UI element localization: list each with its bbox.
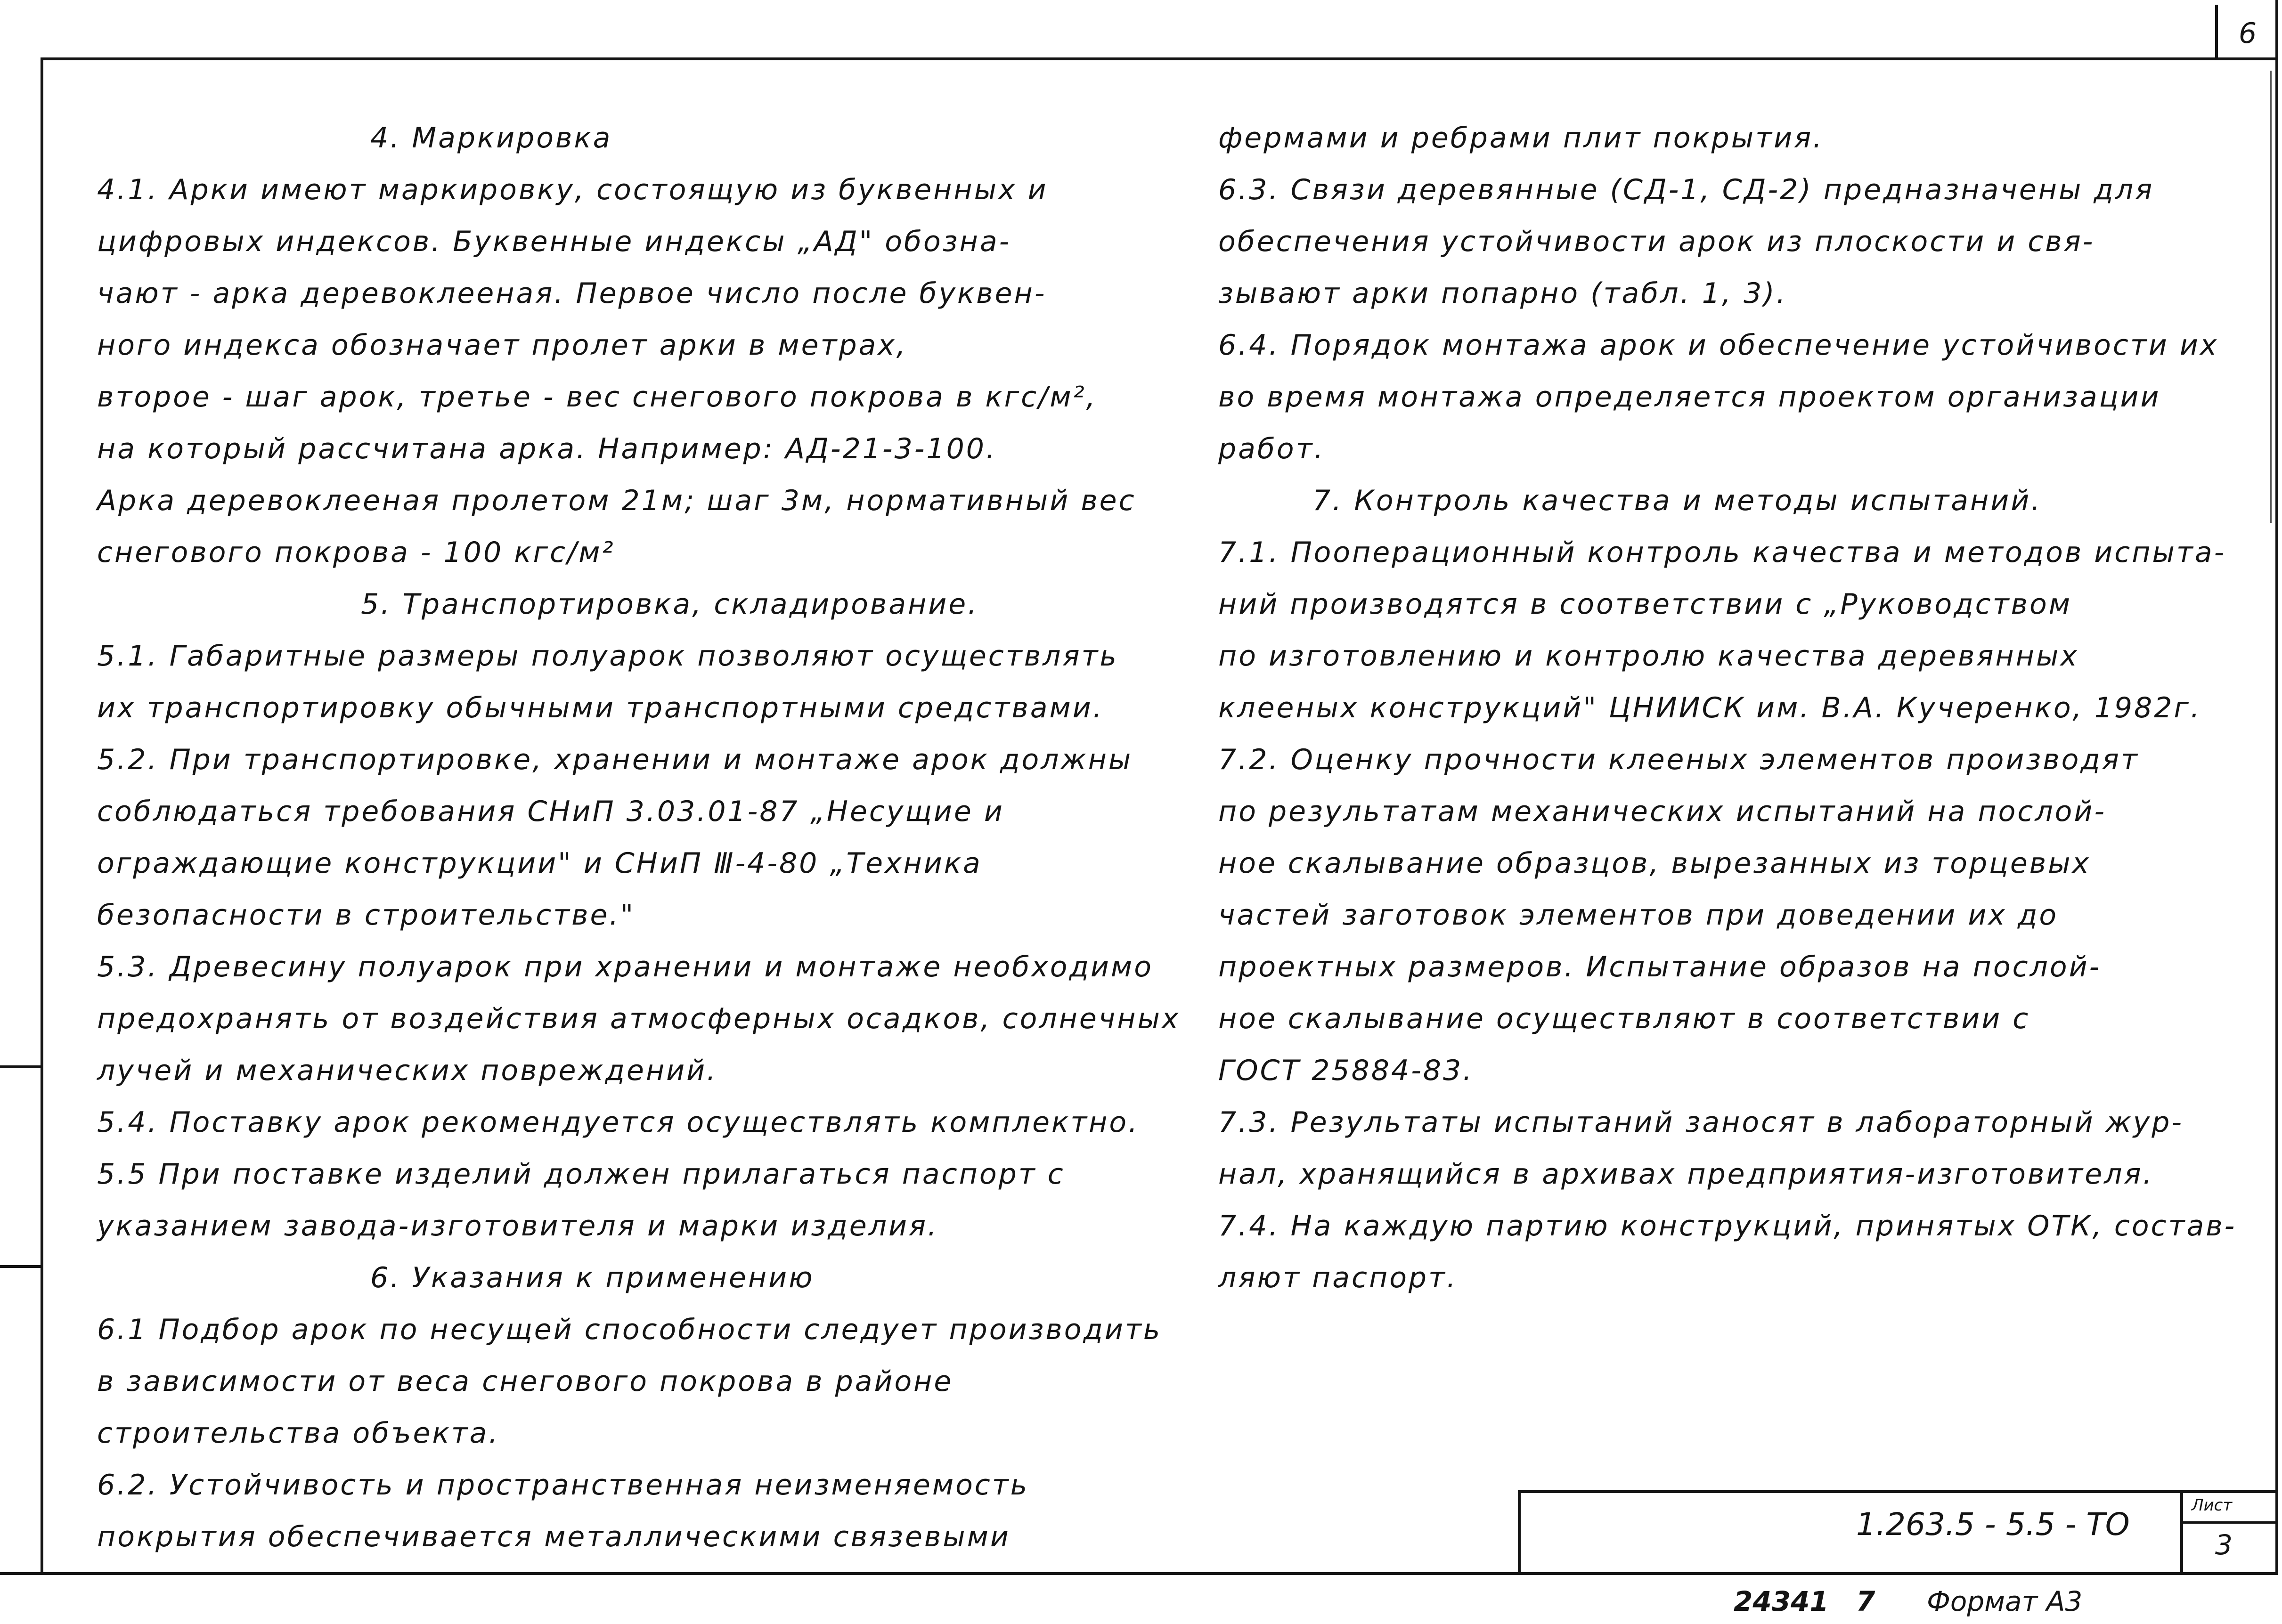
text-line: по изготовлению и контролю качества деревянных bbox=[1218, 640, 2079, 673]
text-line: 7.1. Пооперационный контроль качества и методов испыта- bbox=[1218, 536, 2226, 569]
inventory-number: 24341 bbox=[1734, 1585, 1829, 1617]
section-7-heading: 7. Контроль качества и методы испытаний. bbox=[1312, 484, 2042, 517]
text-line: снегового покрова - 100 кгс/м² bbox=[97, 536, 615, 569]
text-line: 6.1 Подбор арок по несущей способности следует производить bbox=[97, 1313, 1162, 1346]
section-4-heading: 4. Маркировка bbox=[370, 122, 612, 154]
text-line: зывают арки попарно (табл. 1, 3). bbox=[1218, 277, 1787, 310]
text-line: по результатам механических испытаний на послой- bbox=[1218, 795, 2107, 828]
text-line: ное скалывание осуществляют в соответствии с bbox=[1218, 1002, 2030, 1035]
text-line: их транспортировку обычными транспортными средствами. bbox=[97, 691, 1104, 724]
text-line: 5.4. Поставку арок рекомендуется осуществлять комплектно. bbox=[97, 1106, 1140, 1139]
text-line: безопасности в строительстве." bbox=[97, 899, 636, 932]
text-line: 6.4. Порядок монтажа арок и обеспечение устойчивости их bbox=[1218, 329, 2219, 362]
text-line: фермами и ребрами плит покрытия. bbox=[1218, 122, 1824, 154]
sheet-label-divider bbox=[2180, 1521, 2278, 1524]
doc-code: 1.263.5 - 5.5 - ТО bbox=[1856, 1506, 2130, 1543]
text-line: 7.3. Результаты испытаний заносят в лабораторный жур- bbox=[1218, 1106, 2184, 1139]
text-line: в зависимости от веса снегового покрова в районе bbox=[97, 1365, 954, 1398]
text-line: 5.5 При поставке изделий должен прилагаться паспорт с bbox=[97, 1158, 1065, 1191]
text-line: ляют паспорт. bbox=[1218, 1261, 1458, 1294]
text-line: нал, хранящийся в архивах предприятия-изготовителя. bbox=[1218, 1158, 2154, 1191]
text-line: во время монтажа определяется проектом организации bbox=[1218, 381, 2161, 414]
text-line: второе - шаг арок, третье - вес снегового покрова в кгс/м², bbox=[97, 381, 1097, 414]
text-line: 5.1. Габаритные размеры полуарок позволяют осуществлять bbox=[97, 640, 1118, 673]
binding-margin-divider bbox=[0, 1265, 43, 1268]
title-block-divider bbox=[2180, 1490, 2183, 1575]
text-line: чают - арка деревоклееная. Первое число после буквен- bbox=[97, 277, 1047, 310]
page-corner-number: 6 bbox=[2239, 17, 2257, 50]
text-line: обеспечения устойчивости арок из плоскости и свя- bbox=[1218, 225, 2095, 258]
text-line: ное скалывание образцов, вырезанных из торцевых bbox=[1218, 847, 2091, 880]
section-6-heading: 6. Указания к применению bbox=[370, 1261, 815, 1294]
text-line: 7.4. На каждую партию конструкций, принятых ОТК, состав- bbox=[1218, 1210, 2237, 1242]
frame-right bbox=[2275, 0, 2278, 1575]
text-line: ного индекса обозначает пролет арки в метрах, bbox=[97, 329, 907, 362]
text-line: 5.3. Древесину полуарок при хранении и монтаже необходимо bbox=[97, 950, 1153, 983]
text-line: ний производятся в соответствии с „Руководством bbox=[1218, 588, 2072, 621]
text-line: соблюдаться требования СНиП 3.03.01-87 „Несущие и bbox=[97, 795, 1004, 828]
text-line: лучей и механических повреждений. bbox=[97, 1054, 718, 1087]
text-line: работ. bbox=[1218, 432, 1325, 465]
text-line: Арка деревоклееная пролетом 21м; шаг 3м, нормативный вес bbox=[97, 484, 1136, 517]
text-line: проектных размеров. Испытание образов на послой- bbox=[1218, 950, 2102, 983]
text-line: покрытия обеспечивается металлическими связевыми bbox=[97, 1520, 1011, 1553]
frame-top bbox=[41, 57, 2278, 60]
text-line: 5.2. При транспортировке, хранении и монтаже арок должны bbox=[97, 743, 1133, 776]
scan-edge-stripe bbox=[2270, 71, 2272, 523]
text-line: 6.2. Устойчивость и пространственная неизменяемость bbox=[97, 1469, 1029, 1502]
sheet-label: Лист bbox=[2192, 1496, 2233, 1515]
text-line: частей заготовок элементов при доведении их до bbox=[1218, 899, 2059, 932]
text-line: ограждающие конструкции" и СНиП Ⅲ-4-80 „Техника bbox=[97, 847, 982, 880]
copy-number: 7 bbox=[1856, 1585, 1875, 1617]
text-line: строительства объекта. bbox=[97, 1417, 500, 1450]
text-line: указанием завода-изготовителя и марки изделия. bbox=[97, 1210, 939, 1242]
format-label: Формат А3 bbox=[1927, 1585, 2083, 1617]
sheet-number: 3 bbox=[2215, 1529, 2233, 1561]
text-line: 6.3. Связи деревянные (СД-1, СД-2) предназначены для bbox=[1218, 173, 2154, 206]
text-line: предохранять от воздействия атмосферных осадков, солнечных bbox=[97, 1002, 1181, 1035]
text-line: клееных конструкций" ЦНИИСК им. В.А. Кучеренко, 1982г. bbox=[1218, 691, 2201, 724]
text-line: цифровых индексов. Буквенные индексы „АД" обозна- bbox=[97, 225, 1011, 258]
text-line: 4.1. Арки имеют маркировку, состоящую из буквенных и bbox=[97, 173, 1048, 206]
section-5-heading: 5. Транспортировка, складирование. bbox=[361, 588, 979, 621]
binding-margin-box bbox=[0, 1065, 43, 1575]
text-line: 7.2. Оценку прочности клееных элементов производят bbox=[1218, 743, 2139, 776]
text-line: ГОСТ 25884-83. bbox=[1218, 1054, 1474, 1087]
text-line: на который рассчитана арка. Например: АД-21-3-100. bbox=[97, 432, 997, 465]
